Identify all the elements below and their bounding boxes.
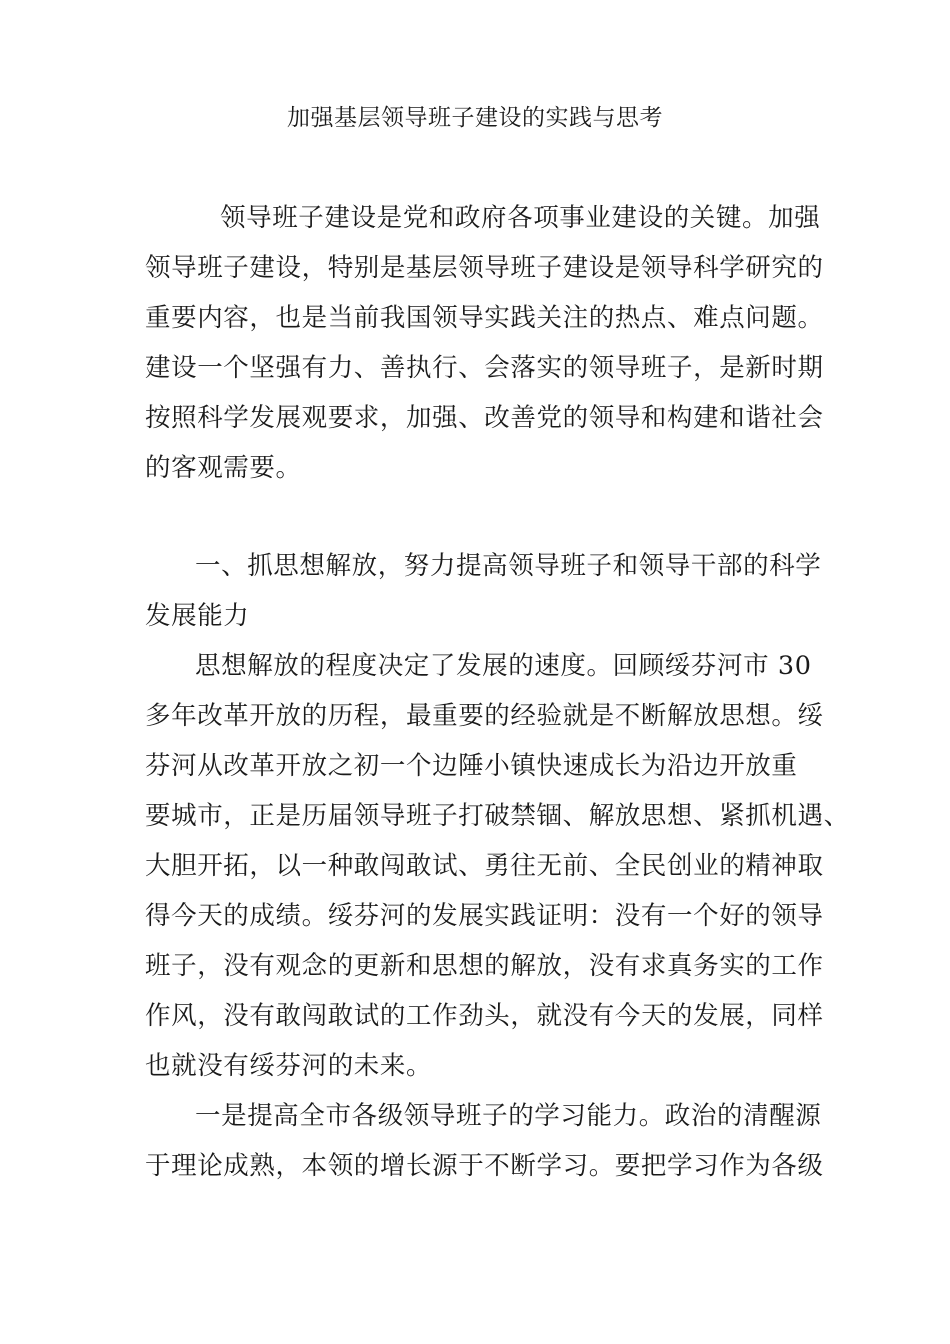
- paragraph-line: 要城市，正是历届领导班子打破禁锢、解放思想、紧抓机遇、: [145, 801, 850, 831]
- paragraph-line: 思想解放的程度决定了发展的速度。回顾绥芬河市 30: [195, 651, 812, 681]
- paragraph-line: 芬河从改革开放之初一个边陲小镇快速成长为沿边开放重: [145, 751, 798, 781]
- paragraph-line: 领导班子建设，特别是基层领导班子建设是领导科学研究的: [145, 253, 824, 283]
- paragraph-line: 的客观需要。: [145, 453, 302, 483]
- paragraph-line: 于理论成熟，本领的增长源于不断学习。要把学习作为各级: [145, 1151, 824, 1181]
- section-heading-line: 发展能力: [145, 601, 250, 631]
- paragraph-line: 一是提高全市各级领导班子的学习能力。政治的清醒源: [195, 1101, 822, 1131]
- paragraph-line: 得今天的成绩。绥芬河的发展实践证明：没有一个好的领导: [145, 901, 824, 931]
- paragraph-line: 作风，没有敢闯敢试的工作劲头，就没有今天的发展，同样: [145, 1001, 824, 1031]
- paragraph-line: 大胆开拓，以一种敢闯敢试、勇往无前、全民创业的精神取: [145, 851, 824, 881]
- document-title: 加强基层领导班子建设的实践与思考: [287, 105, 663, 131]
- paragraph-line: 按照科学发展观要求，加强、改善党的领导和构建和谐社会: [145, 403, 824, 433]
- paragraph-line: 班子，没有观念的更新和思想的解放，没有求真务实的工作: [145, 951, 824, 981]
- paragraph-line: 领导班子建设是党和政府各项事业建设的关键。加强: [220, 203, 821, 233]
- paragraph-line: 多年改革开放的历程，最重要的经验就是不断解放思想。绥: [145, 701, 824, 731]
- paragraph-line: 也就没有绥芬河的未来。: [145, 1051, 433, 1081]
- paragraph-line: 重要内容，也是当前我国领导实践关注的热点、难点问题。: [145, 303, 824, 333]
- section-heading-line: 一、抓思想解放，努力提高领导班子和领导干部的科学: [195, 551, 822, 581]
- paragraph-line: 建设一个坚强有力、善执行、会落实的领导班子，是新时期: [145, 353, 824, 383]
